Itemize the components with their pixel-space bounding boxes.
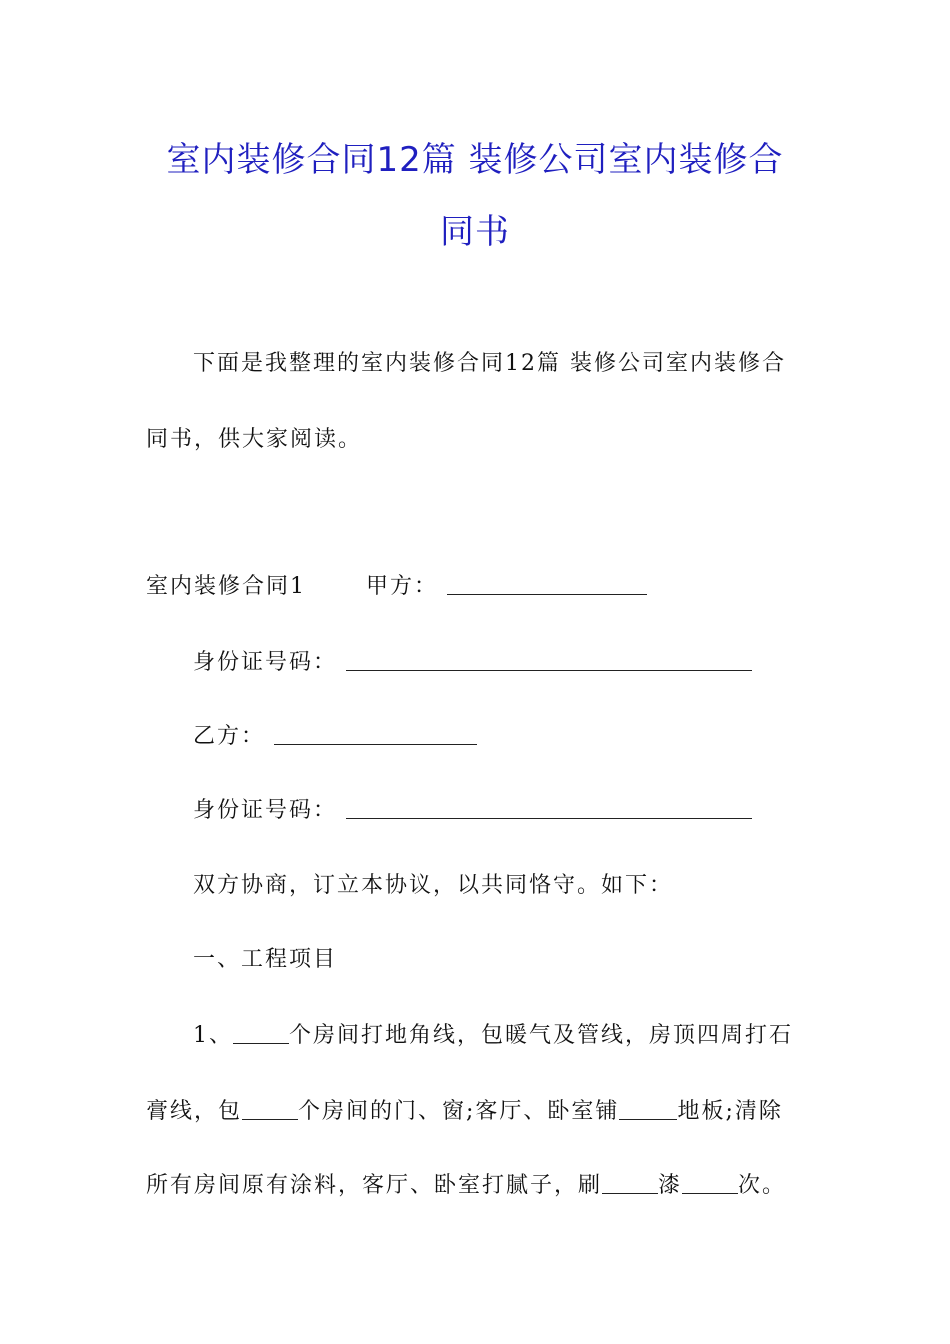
- section-one-heading: 一、工程项目: [193, 947, 338, 972]
- intro-paragraph-line-1: 下面是我整理的室内装修合同12篇 装修公司室内装修合: [193, 351, 786, 376]
- party-a-id-row: [193, 645, 752, 676]
- item1-text-2c: 地板;清除: [677, 1099, 783, 1124]
- item1-text-2a: 膏线，包: [146, 1099, 243, 1124]
- party-a-id-blank: [346, 650, 752, 671]
- party-b-id-row: [193, 793, 752, 824]
- contract-heading: 室内装修合同1: [146, 574, 306, 599]
- floor-type-blank: [619, 1099, 677, 1120]
- item1-text-1: 个房间打地角线，包暖气及管线，房顶四周打石: [289, 1023, 794, 1048]
- document-title-line-2: 同书: [440, 212, 510, 252]
- intro-paragraph-line-2: 同书，供大家阅读。: [146, 427, 363, 452]
- party-a-label: 甲方：: [366, 574, 439, 599]
- item1-line-3: [146, 1168, 786, 1199]
- item1-text-3c: 次。: [738, 1173, 787, 1198]
- party-b-blank: [274, 724, 477, 745]
- party-b-id-label: 身份证号码：: [193, 798, 338, 823]
- party-b-id-blank: [346, 798, 752, 819]
- door-window-count-blank: [242, 1099, 298, 1120]
- item1-text-2b: 个房间的门、窗;客厅、卧室铺: [298, 1099, 620, 1124]
- contract-heading-row: [146, 569, 647, 600]
- party-a-id-label: 身份证号码：: [193, 650, 338, 675]
- party-a-blank: [447, 574, 647, 595]
- item1-text-3b: 漆: [658, 1173, 683, 1198]
- item1-line-1: [193, 1018, 793, 1049]
- item1-number: 1、: [193, 1023, 233, 1048]
- document-title-line-1: 室内装修合同12篇 装修公司室内装修合: [166, 140, 784, 180]
- party-b-label: 乙方：: [193, 724, 266, 749]
- room-count-blank: [233, 1023, 289, 1044]
- paint-type-blank: [602, 1173, 658, 1194]
- item1-line-2: [146, 1094, 783, 1125]
- party-b-row: [193, 719, 477, 750]
- agreement-text: 双方协商，订立本协议，以共同恪守。如下：: [193, 873, 674, 898]
- paint-times-blank: [682, 1173, 738, 1194]
- item1-text-3a: 所有房间原有涂料，客厅、卧室打腻子，刷: [146, 1173, 603, 1198]
